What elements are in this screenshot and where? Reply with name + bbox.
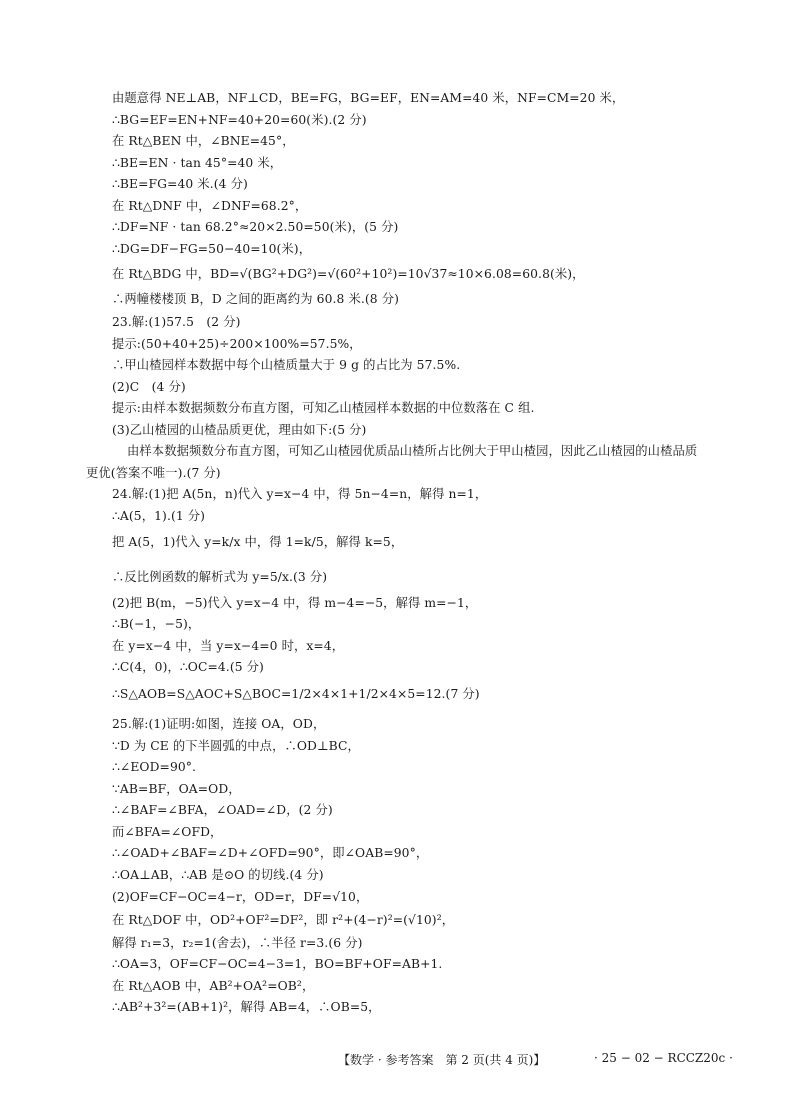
text-line: 25.解:(1)证明:如图，连接 OA，OD， (112, 717, 326, 731)
text-line: ∴BG=EF=EN+NF=40+20=60(米).(2 分) (112, 113, 367, 127)
text-line: 解得 r₁=3，r₂=1(舍去)，∴半径 r=3.(6 分) (112, 936, 363, 950)
text-line: ∴两幢楼楼顶 B，D 之间的距离约为 60.8 米.(8 分) (112, 292, 399, 306)
text-line: 在 Rt△DNF 中，∠DNF=68.2°， (112, 199, 308, 213)
text-line: (3)乙山楂园的山楂品质更优，理由如下:(5 分) (112, 423, 367, 437)
text-line: ∴A(5，1).(1 分) (112, 509, 206, 523)
text-line: (2)OF=CF−OC=4−r，OD=r，DF=√10， (112, 890, 369, 904)
text-line: 在 Rt△BDG 中，BD=√(BG²+DG²)=√(60²+10²)=10√37≈10×6.08=60.8(米)， (112, 267, 585, 281)
text-line: ∴DG=DF−FG=50−40=10(米)， (112, 242, 312, 256)
footer-doc-code: · 25 − 02 − RCCZ20c · (594, 1051, 733, 1065)
text-line: 在 Rt△AOB 中，AB²+OA²=OB²， (112, 979, 315, 993)
text-line: 而∠BFA=∠OFD， (112, 825, 223, 839)
text-line: ∴OA=3，OF=CF−OC=4−3=1，BO=BF+OF=AB+1. (112, 957, 443, 971)
text-line: ∵AB=BF，OA=OD， (112, 782, 241, 796)
text-line: (2)C (4 分) (112, 380, 186, 394)
text-line: 在 Rt△DOF 中，OD²+OF²=DF²，即 r²+(4−r)²=(√10)²， (112, 913, 455, 927)
text-line: 在 Rt△BEN 中，∠BNE=45°， (112, 134, 295, 148)
text-line: ∴C(4，0)，∴OC=4.(5 分) (112, 660, 264, 674)
text-line: ∴DF=NF · tan 68.2°≈20×2.50=50(米)，(5 分) (112, 220, 399, 234)
page-footer (0, 1051, 789, 1067)
text-line: ∴BE=FG=40 米.(4 分) (112, 177, 248, 191)
text-line: ∴甲山楂园样本数据中每个山楂质量大于 9 g 的占比为 57.5%. (112, 358, 461, 372)
text-line: ∴∠EOD=90°. (112, 760, 197, 774)
text-line: 在 y=x−4 中，当 y=x−4=0 时，x=4， (112, 639, 345, 653)
text-line: ∴AB²+3²=(AB+1)²，解得 AB=4，∴OB=5， (112, 1000, 381, 1014)
text-line: 更优(答案不唯一).(7 分) (86, 466, 221, 480)
text-line: 由样本数据频数分布直方图，可知乙山楂园优质品山楂所占比例大于甲山楂园，因此乙山楂园的山楂品质 (127, 444, 698, 458)
text-line: 把 A(5，1)代入 y=k/x 中，得 1=k/5，解得 k=5， (112, 535, 404, 549)
text-line: 23.解:(1)57.5 (2 分) (112, 315, 241, 329)
text-line: ∴∠BAF=∠BFA，∠OAD=∠D，(2 分) (112, 803, 333, 817)
text-line: ∴B(−1，−5)， (112, 617, 201, 631)
text-line: 提示:(50+40+25)÷200×100%=57.5%， (112, 337, 362, 351)
text-line: 由题意得 NE⊥AB，NF⊥CD，BE=FG，BG=EF，EN=AM=40 米，NF=CM=20 米， (112, 91, 625, 105)
text-line: ∴OA⊥AB，∴AB 是⊙O 的切线.(4 分) (112, 868, 324, 882)
text-line: ∴S△AOB=S△AOC+S△BOC=1/2×4×1+1/2×4×5=12.(7 分) (112, 687, 480, 701)
text-line: ∵D 为 CE 的下半圆弧的中点，∴OD⊥BC， (112, 739, 360, 753)
text-line: ∴反比例函数的解析式为 y=5/x.(3 分) (112, 570, 328, 584)
text-line: (2)把 B(m，−5)代入 y=x−4 中，得 m−4=−5，解得 m=−1， (112, 596, 478, 610)
text-line: ∴BE=EN · tan 45°=40 米， (112, 156, 283, 170)
text-line: ∴∠OAD+∠BAF=∠D+∠OFD=90°，即∠OAB=90°， (112, 846, 429, 860)
text-line: 24.解:(1)把 A(5n，n)代入 y=x−4 中，得 5n−4=n，解得 n=1， (112, 487, 488, 501)
text-line: 提示:由样本数据频数分布直方图，可知乙山楂园样本数据的中位数落在 C 组. (112, 401, 535, 415)
footer-page-info: 【数学 · 参考答案 第 2 页(共 4 页)】 (338, 1053, 546, 1067)
